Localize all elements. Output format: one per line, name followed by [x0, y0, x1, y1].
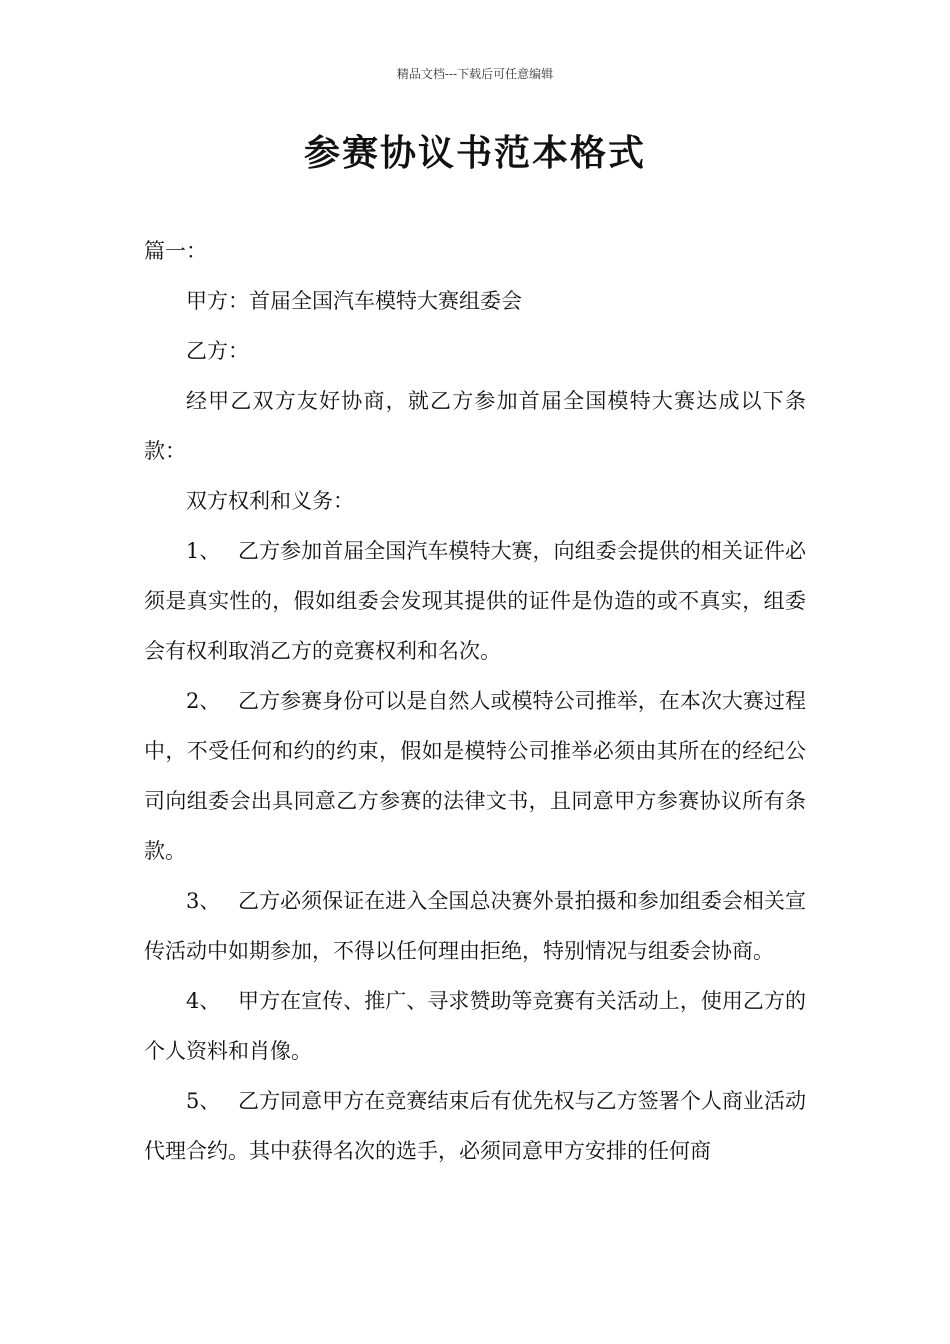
clause-number: 1、: [186, 539, 221, 563]
clause-2: [144, 676, 806, 876]
clause-text: 乙方参赛身份可以是自然人或模特公司推举，在本次大赛过程中，不受任何和约的约束，假如是模特公司推举必须由其所在的经纪公司向组委会出具同意乙方参赛的法律文书，且同意甲方参赛协议所有条款。: [144, 689, 806, 863]
clause-text: 甲方在宣传、推广、寻求赞助等竞赛有关活动上，使用乙方的个人资料和肖像。: [144, 989, 806, 1063]
party-b: 乙方：: [186, 339, 249, 363]
clause-number: 5、: [186, 1089, 221, 1113]
clause-5: [144, 1076, 806, 1176]
clause-4: [144, 976, 806, 1076]
clause-number: 2、: [186, 689, 221, 713]
clause-3: [144, 876, 806, 976]
clause-number: 3、: [186, 889, 221, 913]
header-note: 精品文档---下载后可任意编辑: [396, 67, 554, 81]
clause-1: [144, 526, 806, 676]
clause-text: 乙方必须保证在进入全国总决赛外景拍摄和参加组委会相关宣传活动中如期参加，不得以任何理由拒绝，特别情况与组委会协商。: [144, 889, 806, 963]
document-title: 参赛协议书范本格式: [303, 132, 646, 174]
section-label: 篇一：: [144, 239, 207, 263]
document-body: [144, 226, 806, 1176]
clause-text: 乙方同意甲方在竞赛结束后有优先权与乙方签署个人商业活动代理合约。其中获得名次的选手，必须同意甲方安排的任何商: [144, 1089, 806, 1163]
clause-text: 乙方参加首届全国汽车模特大赛，向组委会提供的相关证件必须是真实性的，假如组委会发现其提供的证件是伪造的或不真实，组委会有权利取消乙方的竞赛权利和名次。: [144, 539, 806, 663]
intro-paragraph: 经甲乙双方友好协商，就乙方参加首届全国模特大赛达成以下条款：: [144, 389, 806, 463]
rights-heading: 双方权利和义务：: [186, 489, 354, 513]
clause-number: 4、: [186, 989, 221, 1013]
party-a: 甲方：首届全国汽车模特大赛组委会: [186, 289, 522, 313]
